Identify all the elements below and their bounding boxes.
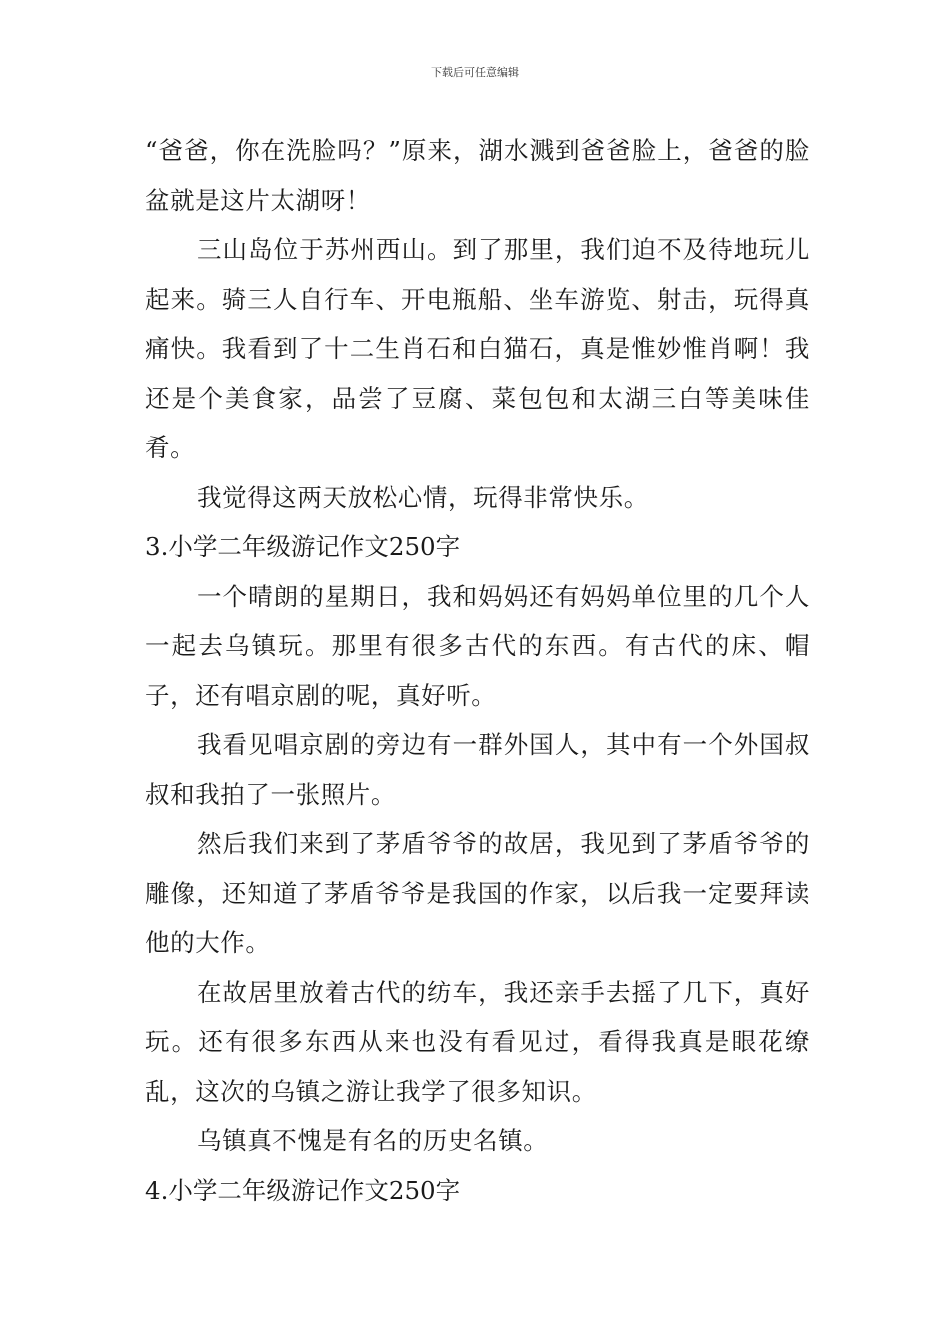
paragraph: “爸爸，你在洗脸吗？”原来，湖水溅到爸爸脸上，爸爸的脸盆就是这片太湖呀！ <box>145 136 810 215</box>
section-heading: 4.小学二年级游记作文250字 <box>145 1175 461 1205</box>
document-body <box>145 126 810 1215</box>
paragraph: 我看见唱京剧的旁边有一群外国人，其中有一个外国叔叔和我拍了一张照片。 <box>145 730 810 809</box>
paragraph: 在故居里放着古代的纺车，我还亲手去摇了几下，真好玩。还有很多东西从来也没有看见过，看得我真是眼花缭乱，这次的乌镇之游让我学了很多知识。 <box>145 977 810 1106</box>
page-header: 下载后可任意编辑 <box>431 66 519 79</box>
paragraph: 然后我们来到了茅盾爷爷的故居，我见到了茅盾爷爷的雕像，还知道了茅盾爷爷是我国的作家，以后我一定要拜读他的大作。 <box>145 829 810 957</box>
section-heading: 3.小学二年级游记作文250字 <box>145 532 461 561</box>
paragraph: 一个晴朗的星期日，我和妈妈还有妈妈单位里的几个人一起去乌镇玩。那里有很多古代的东西。有古代的床、帽子，还有唱京剧的呢，真好听。 <box>145 581 810 710</box>
paragraph: 三山岛位于苏州西山。到了那里，我们迫不及待地玩儿起来。骑三人自行车、开电瓶船、坐车游览、射击，玩得真痛快。我看到了十二生肖石和白猫石，真是惟妙惟肖啊！我还是个美食家，品尝了豆腐、菜包包和太湖三白等美味佳肴。 <box>145 235 810 462</box>
paragraph: 乌镇真不愧是有名的历史名镇。 <box>197 1126 549 1155</box>
paragraph: 我觉得这两天放松心情，玩得非常快乐。 <box>197 482 649 512</box>
